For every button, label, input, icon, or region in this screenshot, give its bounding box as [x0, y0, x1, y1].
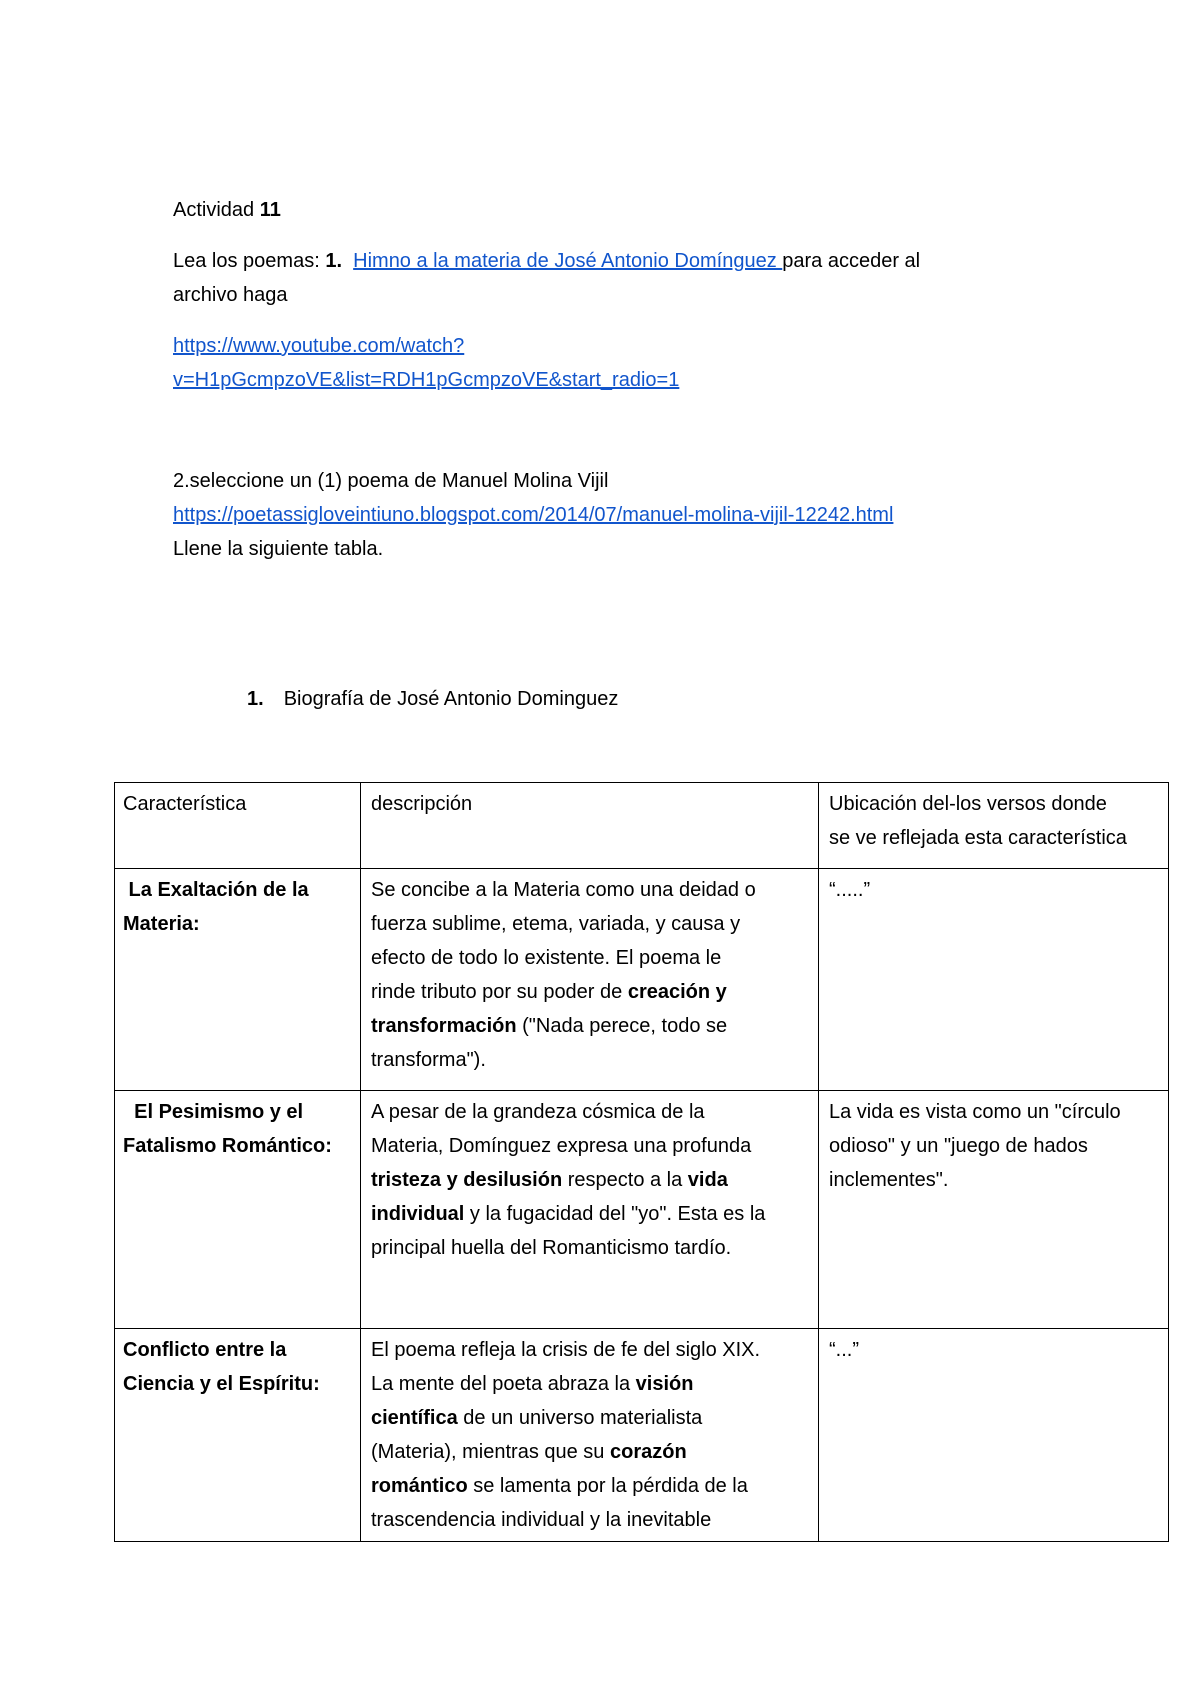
- fill-table-instruction: Llene la siguiente tabla.: [173, 538, 384, 560]
- row3-characteristic: Conflicto entre la Ciencia y el Espíritu:: [115, 1329, 361, 1542]
- header-caracteristica: Característica: [115, 783, 361, 869]
- blogspot-link[interactable]: https://poetassigloveintiuno.blogspot.com/2014/07/manuel-molina-vijil-12242.html: [173, 504, 894, 526]
- row2-description: A pesar de la grandeza cósmica de la Materia, Domínguez expresa una profunda tristeza y desilusión respecto a la vida individual y la fugacidad del "yo". Esta es la principal huella del Romanticismo tardío.: [361, 1091, 819, 1329]
- row1-location: “.....”: [819, 869, 1169, 1091]
- row2-location: La vida es vista como un "círculo odioso" y un "juego de hados inclementes".: [819, 1091, 1169, 1329]
- row1-characteristic: La Exaltación de la Materia:: [115, 869, 361, 1091]
- step2-instruction: 2.seleccione un (1) poema de Manuel Molina Vijil: [173, 470, 609, 492]
- row1-description: Se concibe a la Materia como una deidad o fuerza sublime, etema, variada, y causa y efecto de todo lo existente. El poema le rinde tributo por su poder de creación y transformación ("Nada perece, todo se transforma").: [361, 869, 819, 1091]
- characteristics-table: [114, 782, 1169, 1542]
- activity-number: 11: [259, 199, 281, 221]
- intro-line: [173, 244, 920, 278]
- youtube-link-part-2[interactable]: v=H1pGcmpzoVE&list=RDH1pGcmpzoVE&start_radio=1: [173, 369, 680, 391]
- table-header-row: [115, 783, 1169, 869]
- table-row: [115, 1329, 1169, 1542]
- header-ubicacion: Ubicación del-los versos donde se ve reflejada esta característica: [819, 783, 1169, 869]
- intro-item-number: 1.: [325, 250, 343, 272]
- list-item-text: Biografía de José Antonio Dominguez: [283, 688, 619, 710]
- header-descripcion: descripción: [361, 783, 819, 869]
- table-row: [115, 1091, 1169, 1329]
- activity-title: [173, 193, 281, 227]
- row2-characteristic: El Pesimismo y el Fatalismo Romántico:: [115, 1091, 361, 1329]
- step2-url-line: [173, 498, 893, 532]
- biography-list-item: [247, 682, 618, 716]
- intro-line-2: archivo haga: [173, 284, 288, 306]
- intro-lead: Lea los poemas:: [173, 250, 326, 272]
- intro-after-link: para acceder al: [782, 250, 921, 272]
- activity-title-text: Actividad: [173, 199, 260, 221]
- table-row: [115, 869, 1169, 1091]
- youtube-link-part-1[interactable]: https://www.youtube.com/watch?: [173, 335, 465, 357]
- row3-location: “...”: [819, 1329, 1169, 1542]
- row3-description: El poema refleja la crisis de fe del siglo XIX. La mente del poeta abraza la visión científica de un universo materialista (Materia), mientras que su corazón romántico se lamenta por la pérdida de la trascendencia individual y la inevitable: [361, 1329, 819, 1542]
- list-number: 1.: [247, 688, 264, 710]
- youtube-url-line-1: [173, 329, 464, 363]
- youtube-url-line-2: [173, 363, 679, 397]
- poem-link[interactable]: Himno a la materia de José Antonio Domínguez: [353, 250, 783, 272]
